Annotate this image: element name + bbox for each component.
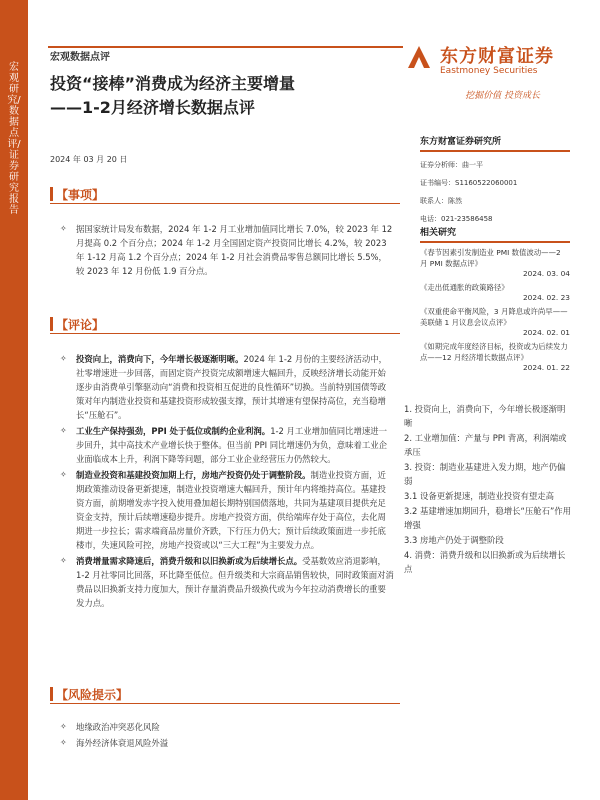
- section-heading: 【事项】: [56, 188, 105, 202]
- related-date: 2024. 03. 04: [522, 269, 570, 278]
- bullet-icon: ✧: [60, 738, 67, 747]
- bullet-icon: ✧: [60, 224, 67, 233]
- institute-name: 东方财富证券研究所: [420, 134, 570, 152]
- report-date: 2024 年 03 月 20 日: [50, 155, 128, 164]
- phone: 电话：021-23586458: [420, 215, 493, 223]
- brand-name-cn: 东方财富证券: [440, 46, 554, 67]
- title-line-1: 投资“接棒”消费成为经济主要增量: [50, 74, 296, 93]
- section-body-risk: [50, 720, 394, 750]
- list-item: ✧ 海外经济体衰退风险外溢: [60, 738, 169, 748]
- related-item[interactable]: 《如期完成年度经济目标，投资或为后续发力点——12 月经济增长数据点评》: [420, 342, 568, 362]
- section-heading: 【风险提示】: [56, 688, 129, 702]
- section-heading: 【评论】: [56, 318, 105, 332]
- institute-panel: [420, 134, 570, 224]
- analyst: 证券分析师：曲一平: [420, 161, 483, 169]
- brand-name-en: Eastmoney Securities: [440, 66, 538, 76]
- bullet-icon: ✧: [60, 426, 67, 435]
- report-outline: [404, 402, 572, 577]
- bullet-icon: ✧: [60, 354, 67, 363]
- section-header-events: [50, 184, 400, 204]
- outline-item: 3.3 房地产仍处于调整阶段: [404, 535, 504, 545]
- cert-number: 证书编号：S1160522060001: [420, 179, 518, 187]
- title-line-2: ——1-2月经济增长数据点评: [50, 98, 255, 117]
- outline-item: 4. 消费：消费升级和以旧换新或为后续增长点: [404, 550, 566, 574]
- bullet-icon: ✧: [60, 556, 67, 565]
- outline-item: 3.1 设备更新提速，制造业投资有望走高: [404, 491, 554, 501]
- related-item[interactable]: 《双重使命平衡风险，3 月降息或许尚早——美联储 1 月议息会议点评》: [420, 307, 568, 327]
- outline-item: 2. 工业增加值：产量与 PPI 背离，利润端或承压: [404, 433, 567, 457]
- related-research: [420, 225, 570, 372]
- outline-item: 3.2 基建增速加期回升，稳增长“压舱石”作用增强: [404, 506, 572, 530]
- related-date: 2024. 02. 23: [522, 293, 570, 302]
- list-item: ✧ 地缘政治冲突恶化风险: [60, 722, 160, 732]
- bullet-icon: ✧: [60, 470, 67, 479]
- side-label: 宏观研究/数据点评/证券研究报告: [7, 62, 21, 216]
- report-title: [50, 72, 400, 120]
- slogan: 挖掘价值 投资成长: [465, 91, 540, 101]
- contact: 联系人：陈然: [420, 197, 462, 205]
- outline-item: 1. 投资向上，消费向下，今年增长极逐渐明晰: [404, 404, 566, 428]
- section-body-comment: [50, 352, 394, 610]
- outline-item: 3. 投资：制造业基建进入发力期，地产仍偏弱: [404, 462, 566, 486]
- brand-logo: [404, 38, 569, 82]
- related-item[interactable]: 《走出低通胀的政策路径》: [420, 283, 509, 292]
- logo-mark-icon: [404, 42, 434, 72]
- related-item[interactable]: 《春节因素引发制造业 PMI 数值波动——2 月 PMI 数据点评》: [420, 248, 561, 268]
- list-item: ✧ 消费增量需求降速后，消费升级和以旧换新或为后续增长点。受基数效应消退影响，1-2 月社零同比回落，环比降至低位。但升级类和大宗商品销售较快，同时政策面对消费品以旧换新支持力度加大，预计存量消费品升级换代或为今年拉动消费增长的重要发力点。: [60, 556, 394, 608]
- list-item: ✧ 制造业投资和基建投资加期上行，房地产投资仍处于调整阶段。制造业投资方面，近期政策推动设备更新提速，制造业投资增速大幅回升，预计年内将维持高位。基建投资方面，前期增发赤字投入使用叠加超长期特别国债落地，共同为基建项目提供充足资金支持，预计后续增速稳步提升。房地产投资方面，供给端库存处于高位，去化周期进一步拉长；需求端商品房量价齐跌，下行压力仍大；预计后续政策面进一步托底楼市，失速风险可控，房地产投资或以“三大工程”为主要发力点。: [60, 470, 386, 550]
- list-item: ✧ 工业生产保持强劲，PPI 处于低位或制约企业利润。1-2 月工业增加值同比增速进一步回升，其中高技术产业增长快于整体。但当前 PPI 同比增速仍为负，意味着工业企业面临成本上升，利润下降等问题，部分工业企业经营压力仍然较大。: [60, 426, 388, 464]
- list-item: ✧ 投资向上，消费向下，今年增长极逐渐明晰。2024 年 1-2 月份的主要经济活动中，社零增速进一步回落，而固定资产投资完成额增速大幅回升，反映经济增长动能开始逐步由消费单引擎驱动向“消费和投资相互促进的良性循环”切换。当前特别国债等政策对年内制造业投资和基建投资形成较强支撑，预计其增速有望保持高位，充当稳增长“压舱石”。: [60, 354, 387, 420]
- list-item: ✧ 据国家统计局发布数据，2024 年 1-2 月工业增加值同比增长 7.0%，较 2023 年 12 月提高 0.2 个百分点；2024 年 1-2 月全国固定资产投资同比增长 4.2%，较 2023 年 1-12 月高 1.2 个百分点；2024 年 1-2 月社会消费品零售总额同比增长 5.5%，较 2023 年 12 月份低 1.9 百分点。: [60, 224, 393, 276]
- section-header-risk: [50, 684, 400, 704]
- related-date: 2024. 01. 22: [522, 363, 570, 372]
- report-category: 宏观数据点评: [50, 52, 110, 63]
- side-band: [0, 0, 28, 800]
- section-header-comment: [50, 314, 400, 334]
- bullet-icon: ✧: [60, 722, 67, 731]
- related-heading: 相关研究: [420, 225, 570, 243]
- section-body-events: [50, 222, 394, 278]
- related-date: 2024. 02. 01: [522, 328, 570, 337]
